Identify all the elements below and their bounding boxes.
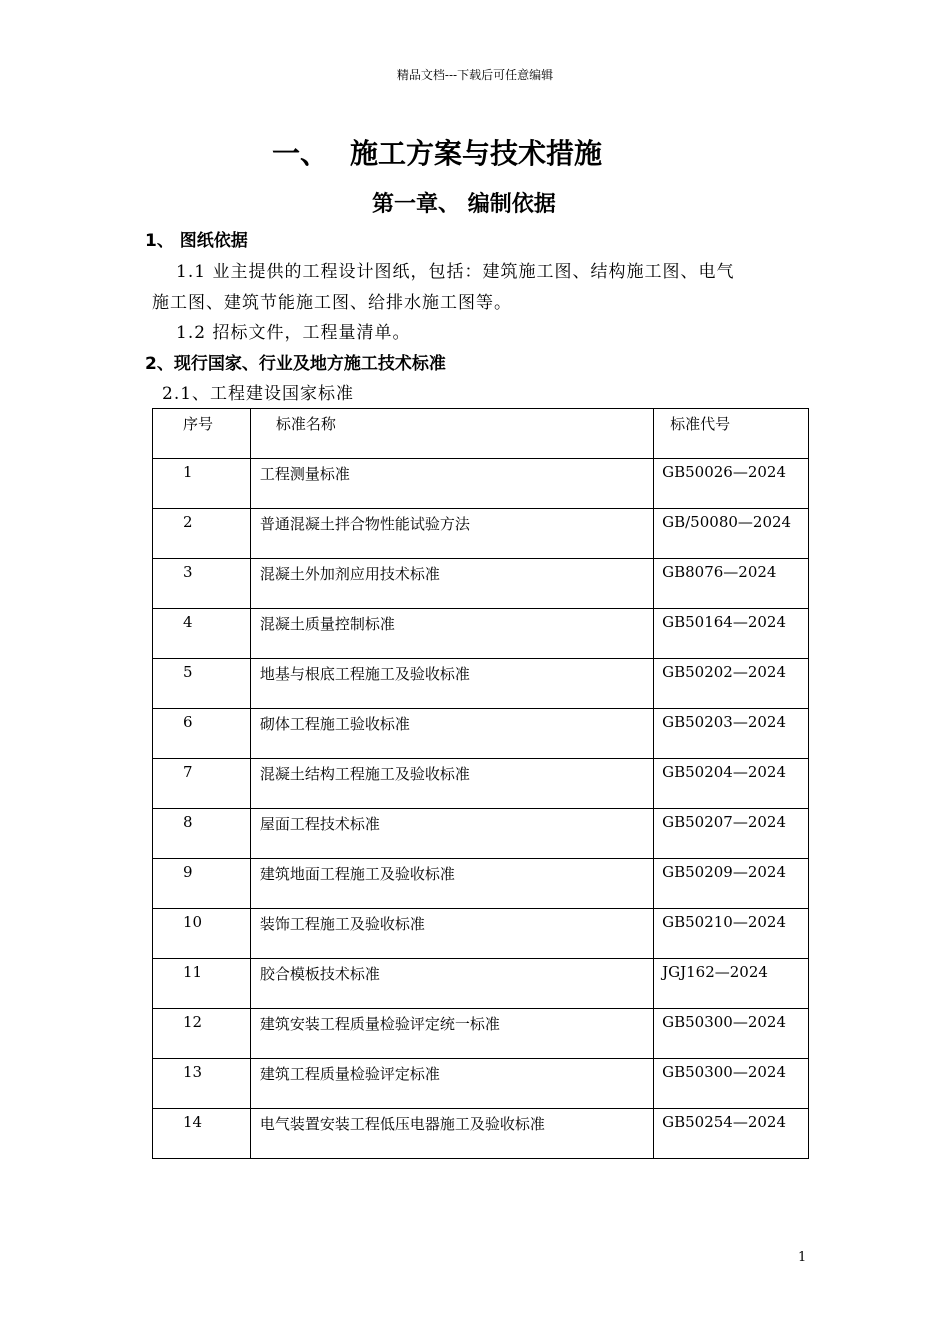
row-no: 5 [153, 659, 251, 709]
row-no: 10 [153, 909, 251, 959]
table-row [153, 1009, 809, 1059]
header-code: 标准代号 [654, 409, 809, 459]
row-name: 混凝土外加剂应用技术标准 [250, 559, 653, 609]
section1-para1-line1: 1.1 业主提供的工程设计图纸，包括：建筑施工图、结构施工图、电气 [176, 262, 735, 282]
row-code: GB50300—2024 [654, 1009, 809, 1059]
row-code: GB50164—2024 [654, 609, 809, 659]
table-header-row [153, 409, 809, 459]
table-row [153, 659, 809, 709]
row-name: 砌体工程施工验收标准 [250, 709, 653, 759]
row-name: 混凝土结构工程施工及验收标准 [250, 759, 653, 809]
row-code: GB50207—2024 [654, 809, 809, 859]
row-no: 6 [153, 709, 251, 759]
row-no: 11 [153, 959, 251, 1009]
title-number: 一、 [272, 137, 329, 170]
chapter-number: 第一章、 [372, 192, 461, 217]
row-name: 装饰工程施工及验收标准 [250, 909, 653, 959]
row-code: GB50026—2024 [654, 459, 809, 509]
chapter-text: 编制依据 [467, 192, 556, 217]
row-name: 普通混凝土拌合物性能试验方法 [250, 509, 653, 559]
section1-heading: 1、 图纸依据 [145, 231, 248, 251]
row-no: 14 [153, 1109, 251, 1159]
row-name: 工程测量标准 [250, 459, 653, 509]
row-name: 电气装置安装工程低压电器施工及验收标准 [250, 1109, 653, 1159]
section2-heading: 2、现行国家、行业及地方施工技术标准 [145, 354, 446, 374]
table-row [153, 959, 809, 1009]
row-code: GB8076—2024 [654, 559, 809, 609]
row-name: 建筑地面工程施工及验收标准 [250, 859, 653, 909]
row-code: GB/50080—2024 [654, 509, 809, 559]
table-row [153, 809, 809, 859]
table-row [153, 859, 809, 909]
header-no: 序号 [153, 409, 251, 459]
table-row [153, 559, 809, 609]
header-name: 标准名称 [250, 409, 653, 459]
row-no: 9 [153, 859, 251, 909]
row-name: 建筑工程质量检验评定标准 [250, 1059, 653, 1109]
page-number: 1 [798, 1250, 807, 1265]
section1-para2: 1.2 招标文件，工程量清单。 [176, 323, 411, 343]
table-row [153, 709, 809, 759]
table-row [153, 1109, 809, 1159]
row-no: 3 [153, 559, 251, 609]
row-no: 4 [153, 609, 251, 659]
row-code: GB50204—2024 [654, 759, 809, 809]
table-row [153, 909, 809, 959]
row-code: GB50209—2024 [654, 859, 809, 909]
row-code: GB50210—2024 [654, 909, 809, 959]
row-code: GB50254—2024 [654, 1109, 809, 1159]
chapter-title [372, 187, 556, 218]
row-name: 地基与根底工程施工及验收标准 [250, 659, 653, 709]
row-no: 7 [153, 759, 251, 809]
section1-para1-line2: 施工图、建筑节能施工图、给排水施工图等。 [152, 293, 512, 313]
row-no: 2 [153, 509, 251, 559]
table-row [153, 459, 809, 509]
row-code: GB50202—2024 [654, 659, 809, 709]
standards-table [152, 408, 809, 1159]
row-name: 建筑安装工程质量检验评定统一标准 [250, 1009, 653, 1059]
row-no: 8 [153, 809, 251, 859]
row-no: 1 [153, 459, 251, 509]
table-row [153, 609, 809, 659]
table-row [153, 509, 809, 559]
table-row [153, 759, 809, 809]
row-name: 屋面工程技术标准 [250, 809, 653, 859]
document-title [272, 132, 602, 172]
row-code: GB50203—2024 [654, 709, 809, 759]
title-text: 施工方案与技术措施 [350, 137, 603, 170]
page-header-note: 精品文档---下载后可任意编辑 [396, 68, 554, 82]
section2-subheading: 2.1、工程建设国家标准 [162, 384, 355, 404]
row-name: 胶合模板技术标准 [250, 959, 653, 1009]
row-no: 13 [153, 1059, 251, 1109]
row-name: 混凝土质量控制标准 [250, 609, 653, 659]
table-row [153, 1059, 809, 1109]
row-code: JGJ162—2024 [654, 959, 809, 1009]
row-no: 12 [153, 1009, 251, 1059]
row-code: GB50300—2024 [654, 1059, 809, 1109]
